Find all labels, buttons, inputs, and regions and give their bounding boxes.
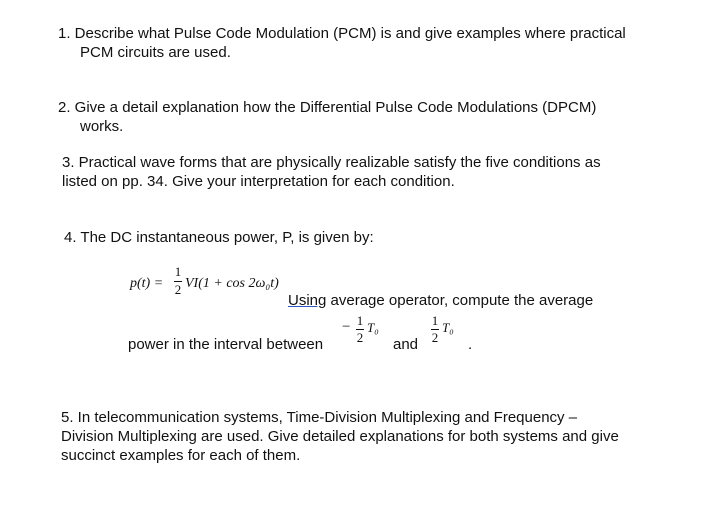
lower-limit-fraction — [356, 313, 364, 349]
question-5-line-2: Division Multiplexing are used. Give detailed explanations for both systems and give — [61, 428, 619, 445]
formula-denominator: 2 — [174, 282, 182, 297]
power-interval-text: power in the interval between — [128, 336, 324, 353]
using-rest: average operator, compute the average — [326, 292, 594, 309]
question-5-line-3: succinct examples for each of them. — [61, 447, 301, 464]
upper-limit-fraction — [431, 313, 439, 349]
lower-limit-denominator: 2 — [356, 330, 364, 345]
formula-lhs: p(t) = — [130, 276, 164, 291]
question-3-line-2: listed on pp. 34. Give your interpretation for each condition. — [62, 173, 455, 190]
formula-half-fraction — [174, 264, 182, 300]
lower-limit-minus: − — [342, 319, 351, 335]
using-word: Using — [288, 292, 327, 309]
formula-rhs: VI(1 + cos 2ω₀t) — [185, 276, 279, 291]
upper-limit-denominator: 2 — [431, 330, 439, 345]
question-5-line-1: 5. In telecommunication systems, Time-Division Multiplexing and Frequency – — [61, 409, 578, 426]
question-3-line-1: 3. Practical wave forms that are physically realizable satisfy the five conditions as — [62, 154, 601, 171]
upper-limit-numerator: 1 — [431, 313, 439, 328]
lower-limit-numerator: 1 — [356, 313, 364, 328]
upper-limit-variable: T₀ — [442, 320, 454, 335]
question-1-line-2: PCM circuits are used. — [80, 44, 231, 61]
formula-numerator: 1 — [174, 264, 182, 279]
question-4-using-line — [288, 291, 593, 310]
sentence-period: . — [468, 336, 473, 353]
question-2-line-2: works. — [80, 118, 124, 135]
and-text: and — [393, 336, 419, 353]
question-2-line-1: 2. Give a detail explanation how the Differential Pulse Code Modulations (DPCM) — [58, 99, 597, 116]
question-1-line-1: 1. Describe what Pulse Code Modulation (PCM) is and give examples where practical — [58, 25, 626, 42]
question-4-intro: 4. The DC instantaneous power, P, is given by: — [64, 229, 374, 246]
lower-limit-variable: T₀ — [367, 320, 379, 335]
